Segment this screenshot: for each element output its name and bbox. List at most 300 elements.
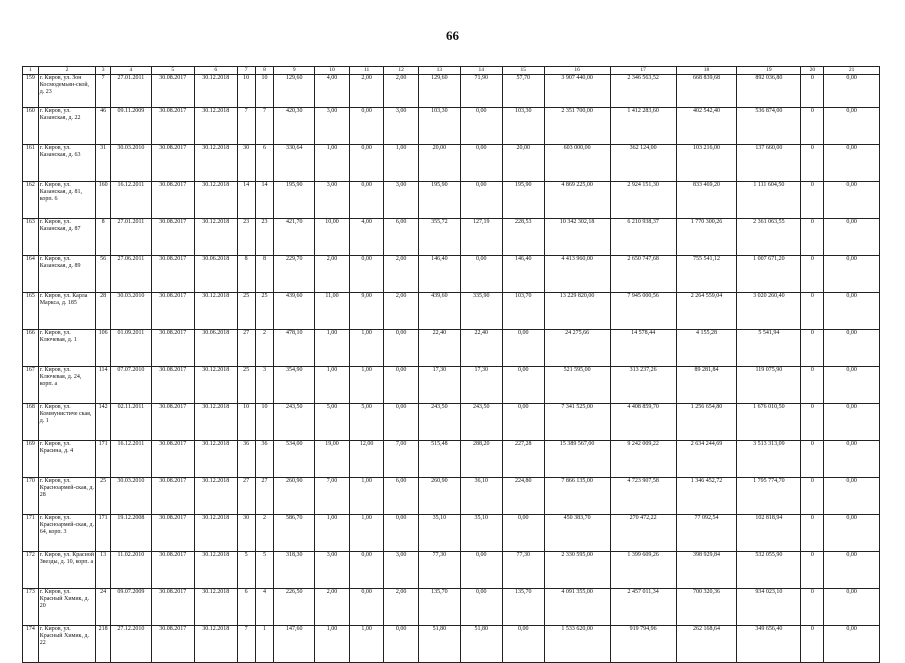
column-header: 4 [110, 67, 151, 75]
table-row [23, 478, 880, 515]
table-cell: 755 541,12 [676, 256, 737, 293]
table-cell: 0,00 [502, 404, 544, 441]
table-cell: 3 513 313,09 [737, 441, 801, 478]
table-cell: 71,90 [460, 75, 502, 108]
table-cell: 30.12.2018 [194, 404, 237, 441]
table-cell: 0,00 [502, 367, 544, 404]
table-cell: 5 [237, 552, 255, 589]
table-cell: 0 [801, 219, 824, 256]
column-header: 7 [237, 67, 255, 75]
table-cell: 127,19 [460, 219, 502, 256]
column-header: 14 [460, 67, 502, 75]
table-cell: 27.01.2011 [110, 219, 151, 256]
table-cell: 2 924 151,30 [610, 182, 676, 219]
table-cell: 354,90 [274, 367, 315, 404]
table-cell: 3 907 440,00 [544, 75, 610, 108]
table-cell: 2 361 063,55 [737, 219, 801, 256]
table-cell: 27 [255, 478, 274, 515]
table-cell: 3,00 [315, 108, 350, 145]
table-cell: 6 210 938,37 [610, 219, 676, 256]
table-cell: 30.03.2010 [110, 478, 151, 515]
table-cell: 0,00 [824, 75, 880, 108]
table-cell: 19.12.2008 [110, 515, 151, 552]
table-cell: 10,00 [315, 219, 350, 256]
table-cell: 0 [801, 589, 824, 626]
table-cell: 919 794,96 [610, 626, 676, 663]
table-cell: 30.12.2018 [194, 626, 237, 663]
table-cell: 30.12.2018 [194, 441, 237, 478]
column-header: 5 [151, 67, 194, 75]
table-cell: 3,00 [384, 108, 419, 145]
table-cell: 10 [237, 75, 255, 108]
table-cell: 8 [255, 256, 274, 293]
address-cell: г. Киров, ул. Казанская, д. 81, корп. 6 [38, 182, 96, 219]
table-cell: 450 383,70 [544, 515, 610, 552]
table-cell: 0 [801, 441, 824, 478]
table-cell: 355,72 [418, 219, 460, 256]
column-header: 6 [194, 67, 237, 75]
table-cell: 103,30 [418, 108, 460, 145]
table-cell: 129,60 [418, 75, 460, 108]
table-cell: 9 242 009,22 [610, 441, 676, 478]
table-cell: 30.12.2018 [194, 182, 237, 219]
table-cell: 228,53 [502, 219, 544, 256]
table-cell: 77,30 [502, 552, 544, 589]
table-cell: 15 389 567,00 [544, 441, 610, 478]
table-cell: 9,00 [349, 293, 384, 330]
table-cell: 174 [23, 626, 39, 663]
table-cell: 0,00 [824, 441, 880, 478]
table-row [23, 256, 880, 293]
table-cell: 243,50 [460, 404, 502, 441]
table-cell: 166 [23, 330, 39, 367]
table-cell: 0,00 [460, 182, 502, 219]
table-cell: 227,28 [502, 441, 544, 478]
table-cell: 170 [23, 478, 39, 515]
table-row [23, 552, 880, 589]
table-cell: 8 [96, 219, 111, 256]
table-cell: 2,00 [384, 75, 419, 108]
table-cell: 30.08.2017 [151, 330, 194, 367]
table-cell: 532 055,90 [737, 552, 801, 589]
table-cell: 16.12.2011 [110, 182, 151, 219]
table-cell: 25 [96, 478, 111, 515]
table-cell: 0,00 [824, 589, 880, 626]
table-cell: 2 634 244,69 [676, 441, 737, 478]
table-cell: 16.12.2011 [110, 441, 151, 478]
table-cell: 0,00 [349, 108, 384, 145]
table-cell: 2 346 563,52 [610, 75, 676, 108]
page-number: 66 [446, 28, 459, 43]
table-cell: 14 578,44 [610, 330, 676, 367]
table-cell: 0,00 [502, 515, 544, 552]
table-cell: 7 945 000,56 [610, 293, 676, 330]
table-cell: 135,70 [502, 589, 544, 626]
table-cell: 30.12.2018 [194, 145, 237, 182]
table-cell: 30.12.2018 [194, 515, 237, 552]
table-cell: 165 [23, 293, 39, 330]
table-cell: 5,00 [349, 404, 384, 441]
table-cell: 262 168,64 [676, 626, 737, 663]
table-cell: 137 660,00 [737, 145, 801, 182]
table-cell: 0,00 [502, 330, 544, 367]
table-cell: 30.08.2017 [151, 219, 194, 256]
table-cell: 162 [23, 182, 39, 219]
table-cell: 8 [237, 256, 255, 293]
table-cell: 402 542,40 [676, 108, 737, 145]
address-cell: г. Киров, ул. Красина, д. 4 [38, 441, 96, 478]
table-cell: 2 457 011,34 [610, 589, 676, 626]
table-row [23, 404, 880, 441]
table-cell: 0,00 [349, 552, 384, 589]
table-row [23, 108, 880, 145]
data-table [22, 66, 880, 663]
address-cell: г. Киров, ул. Красный Химик, д. 22 [38, 626, 96, 663]
table-cell: 27.12.2010 [110, 626, 151, 663]
table-cell: 0,00 [460, 552, 502, 589]
table-cell: 30.08.2017 [151, 515, 194, 552]
table-cell: 1,00 [349, 330, 384, 367]
column-header-row [23, 67, 880, 75]
table-cell: 114 [96, 367, 111, 404]
table-cell: 195,90 [418, 182, 460, 219]
table-cell: 27 [237, 478, 255, 515]
address-cell: г. Киров, ул. Казанская, д. 87 [38, 219, 96, 256]
table-cell: 0 [801, 515, 824, 552]
table-cell: 51,80 [460, 626, 502, 663]
table-row [23, 441, 880, 478]
column-header: 20 [801, 67, 824, 75]
table-cell: 30.12.2018 [194, 108, 237, 145]
column-header: 12 [384, 67, 419, 75]
table-cell: 226,50 [274, 589, 315, 626]
table-cell: 1 [255, 626, 274, 663]
table-cell: 30.08.2017 [151, 367, 194, 404]
table-cell: 0,00 [460, 589, 502, 626]
table-cell: 7 341 525,00 [544, 404, 610, 441]
table-cell: 103,70 [502, 293, 544, 330]
table-cell: 0 [801, 478, 824, 515]
table-cell: 19,00 [315, 441, 350, 478]
table-cell: 0,00 [349, 145, 384, 182]
table-cell: 2,00 [315, 589, 350, 626]
table-cell: 421,70 [274, 219, 315, 256]
table-cell: 6 [255, 145, 274, 182]
table-cell: 0 [801, 108, 824, 145]
table-cell: 25 [237, 367, 255, 404]
table-cell: 1,00 [349, 515, 384, 552]
table-cell: 330,64 [274, 145, 315, 182]
table-cell: 167 [23, 367, 39, 404]
table-cell: 30 [237, 515, 255, 552]
address-cell: г. Киров, ул. Коммунистиче ская, д. 1 [38, 404, 96, 441]
table-cell: 17,30 [460, 367, 502, 404]
table-cell: 30.12.2018 [194, 478, 237, 515]
table-cell: 173 [23, 589, 39, 626]
address-cell: г. Киров, ул. Красноармей-ская, д. 64, корп. 3 [38, 515, 96, 552]
address-cell: г. Киров, ул. Зон Космодемьян-ской, д. 23 [38, 75, 96, 108]
table-cell: 36,10 [460, 478, 502, 515]
table-cell: 833 469,20 [676, 182, 737, 219]
table-cell: 30.12.2018 [194, 589, 237, 626]
table-cell: 22,40 [460, 330, 502, 367]
table-cell: 30.08.2017 [151, 552, 194, 589]
table-cell: 0,00 [349, 589, 384, 626]
table-cell: 4 869 225,00 [544, 182, 610, 219]
table-cell: 1,00 [315, 515, 350, 552]
column-header: 18 [676, 67, 737, 75]
table-cell: 4 [255, 589, 274, 626]
table-cell: 420,30 [274, 108, 315, 145]
table-cell: 2,00 [384, 589, 419, 626]
table-cell: 10 342 302,18 [544, 219, 610, 256]
table-cell: 1 399 609,26 [610, 552, 676, 589]
address-cell: г. Киров, ул. Красной Звезды, д. 10, корп. а [38, 552, 96, 589]
table-cell: 0 [801, 293, 824, 330]
table-cell: 24 [96, 589, 111, 626]
table-cell: 20,00 [502, 145, 544, 182]
table-cell: 4 155,28 [676, 330, 737, 367]
table-cell: 09.07.2009 [110, 589, 151, 626]
table-cell: 30.08.2017 [151, 182, 194, 219]
table-cell: 536 874,00 [737, 108, 801, 145]
table-cell: 439,60 [274, 293, 315, 330]
table-cell: 0,00 [460, 145, 502, 182]
table-cell: 106 [96, 330, 111, 367]
table-cell: 534,00 [274, 441, 315, 478]
table-cell: 2 330 595,00 [544, 552, 610, 589]
table-cell: 934 023,10 [737, 589, 801, 626]
table-cell: 0 [801, 256, 824, 293]
address-cell: г. Киров, ул. Казанская, д. 22 [38, 108, 96, 145]
table-cell: 147,60 [274, 626, 315, 663]
table-cell: 0,00 [349, 256, 384, 293]
table-cell: 30.12.2018 [194, 75, 237, 108]
table-row [23, 589, 880, 626]
table-cell: 349 656,40 [737, 626, 801, 663]
table-row [23, 515, 880, 552]
table-cell: 102 818,94 [737, 515, 801, 552]
table-cell: 2 650 747,68 [610, 256, 676, 293]
address-cell: г. Киров, ул. Казанская, д. 63 [38, 145, 96, 182]
table-cell: 515,48 [418, 441, 460, 478]
column-header: 21 [824, 67, 880, 75]
table-cell: 163 [23, 219, 39, 256]
table-cell: 161 [23, 145, 39, 182]
address-cell: г. Киров, ул. Ключевая, д. 1 [38, 330, 96, 367]
table-cell: 0 [801, 182, 824, 219]
table-cell: 30.08.2017 [151, 293, 194, 330]
table-cell: 0,00 [824, 552, 880, 589]
table-row [23, 219, 880, 256]
table-cell: 0,00 [824, 145, 880, 182]
table-row [23, 293, 880, 330]
table-cell: 398 929,84 [676, 552, 737, 589]
table-cell: 22,40 [418, 330, 460, 367]
table-cell: 30.08.2017 [151, 145, 194, 182]
table-cell: 1 533 620,00 [544, 626, 610, 663]
address-cell: г. Киров, ул. Казанская, д. 89 [38, 256, 96, 293]
table-cell: 30 [237, 145, 255, 182]
table-cell: 313 237,26 [610, 367, 676, 404]
table-cell: 30.08.2017 [151, 626, 194, 663]
table-cell: 2,00 [384, 256, 419, 293]
table-cell: 4 413 960,00 [544, 256, 610, 293]
table-cell: 25 [237, 293, 255, 330]
table-cell: 14 [237, 182, 255, 219]
column-header: 15 [502, 67, 544, 75]
table-cell: 224,80 [502, 478, 544, 515]
table-row [23, 626, 880, 663]
table-cell: 11,00 [315, 293, 350, 330]
table-cell: 10 [255, 404, 274, 441]
table-cell: 1 770 300,26 [676, 219, 737, 256]
table-cell: 27.06.2011 [110, 256, 151, 293]
table-cell: 0 [801, 367, 824, 404]
table-cell: 171 [23, 515, 39, 552]
table-cell: 12,00 [349, 441, 384, 478]
table-cell: 7,00 [384, 441, 419, 478]
table-cell: 521 595,00 [544, 367, 610, 404]
column-header: 17 [610, 67, 676, 75]
table-cell: 1 346 452,72 [676, 478, 737, 515]
table-cell: 30.12.2018 [194, 552, 237, 589]
column-header: 2 [38, 67, 96, 75]
table-cell: 7 [255, 108, 274, 145]
table-cell: 195,90 [502, 182, 544, 219]
table-cell: 3 020 260,40 [737, 293, 801, 330]
table-cell: 13 229 820,00 [544, 293, 610, 330]
table-cell: 30.12.2018 [194, 293, 237, 330]
table-cell: 103 216,00 [676, 145, 737, 182]
table-cell: 603 000,00 [544, 145, 610, 182]
table-cell: 1 412 283,60 [610, 108, 676, 145]
table-cell: 243,50 [274, 404, 315, 441]
table-cell: 229,70 [274, 256, 315, 293]
table-cell: 30.06.2018 [194, 330, 237, 367]
table-cell: 119 075,90 [737, 367, 801, 404]
table-cell: 0,00 [384, 626, 419, 663]
table-cell: 2 [255, 330, 274, 367]
address-cell: г. Киров, ул. Ключевая, д. 24, корп. а [38, 367, 96, 404]
table-row [23, 75, 880, 108]
table-cell: 1,00 [384, 145, 419, 182]
table-cell: 135,70 [418, 589, 460, 626]
table-cell: 23 [255, 219, 274, 256]
table-cell: 7 [237, 626, 255, 663]
column-header: 10 [315, 67, 350, 75]
table-cell: 478,10 [274, 330, 315, 367]
table-cell: 168 [23, 404, 39, 441]
table-cell: 7 [96, 75, 111, 108]
table-cell: 51,80 [418, 626, 460, 663]
table-cell: 0,00 [824, 626, 880, 663]
table-cell: 17,30 [418, 367, 460, 404]
table-cell: 0,00 [824, 478, 880, 515]
table-cell: 77 092,54 [676, 515, 737, 552]
table-cell: 318,30 [274, 552, 315, 589]
table-cell: 57,70 [502, 75, 544, 108]
column-header: 3 [96, 67, 111, 75]
table-cell: 7 [237, 108, 255, 145]
table-cell: 0,00 [460, 256, 502, 293]
table-cell: 0,00 [384, 367, 419, 404]
table-cell: 31 [96, 145, 111, 182]
table-cell: 5 541,94 [737, 330, 801, 367]
table-cell: 1,00 [349, 626, 384, 663]
table-cell: 172 [23, 552, 39, 589]
address-cell: г. Киров, ул. Красноармей-ская, д. 28 [38, 478, 96, 515]
table-cell: 4 408 859,70 [610, 404, 676, 441]
table-cell: 2 351 700,00 [544, 108, 610, 145]
table-cell: 0 [801, 330, 824, 367]
table-cell: 13 [96, 552, 111, 589]
table-cell: 243,50 [418, 404, 460, 441]
table-cell: 30.08.2017 [151, 589, 194, 626]
table-cell: 30.06.2018 [194, 256, 237, 293]
table-cell: 28 [96, 293, 111, 330]
address-cell: г. Киров, ул. Красный Химик, д. 20 [38, 589, 96, 626]
table-cell: 4 091 355,00 [544, 589, 610, 626]
table-cell: 2,00 [384, 293, 419, 330]
table-cell: 0,00 [824, 330, 880, 367]
table-cell: 25 [255, 293, 274, 330]
table-cell: 1,00 [349, 367, 384, 404]
table-cell: 3,00 [384, 552, 419, 589]
table-cell: 668 839,68 [676, 75, 737, 108]
table-cell: 01.09.2011 [110, 330, 151, 367]
table-cell: 35,10 [460, 515, 502, 552]
column-header: 11 [349, 67, 384, 75]
column-header: 13 [418, 67, 460, 75]
table-cell: 103,30 [502, 108, 544, 145]
table-cell: 6,00 [384, 478, 419, 515]
table-cell: 171 [96, 515, 111, 552]
table-cell: 1,00 [315, 145, 350, 182]
table-cell: 195,90 [274, 182, 315, 219]
table-cell: 09.11.2009 [110, 108, 151, 145]
table-cell: 4,00 [349, 219, 384, 256]
table-cell: 77,30 [418, 552, 460, 589]
table-cell: 0,00 [384, 404, 419, 441]
table-cell: 0,00 [384, 515, 419, 552]
table-cell: 1 795 774,70 [737, 478, 801, 515]
table-cell: 586,70 [274, 515, 315, 552]
table-cell: 0,00 [824, 293, 880, 330]
table-cell: 0 [801, 75, 824, 108]
table-cell: 0,00 [824, 367, 880, 404]
table-cell: 30.08.2017 [151, 478, 194, 515]
column-header: 8 [255, 67, 274, 75]
table-cell: 30.03.2010 [110, 145, 151, 182]
table-cell: 10 [237, 404, 255, 441]
table-cell: 0 [801, 145, 824, 182]
table-cell: 1,00 [349, 478, 384, 515]
table-cell: 5,00 [315, 404, 350, 441]
table-cell: 129,60 [274, 75, 315, 108]
table-cell: 0,00 [824, 404, 880, 441]
table-cell: 335,90 [460, 293, 502, 330]
table-cell: 30.12.2018 [194, 219, 237, 256]
table-cell: 30.12.2018 [194, 367, 237, 404]
table-cell: 20,00 [418, 145, 460, 182]
table-cell: 146,40 [418, 256, 460, 293]
table-cell: 0 [801, 626, 824, 663]
table-cell: 3,00 [315, 182, 350, 219]
table-cell: 30.08.2017 [151, 441, 194, 478]
table-cell: 4 723 907,58 [610, 478, 676, 515]
table-cell: 142 [96, 404, 111, 441]
